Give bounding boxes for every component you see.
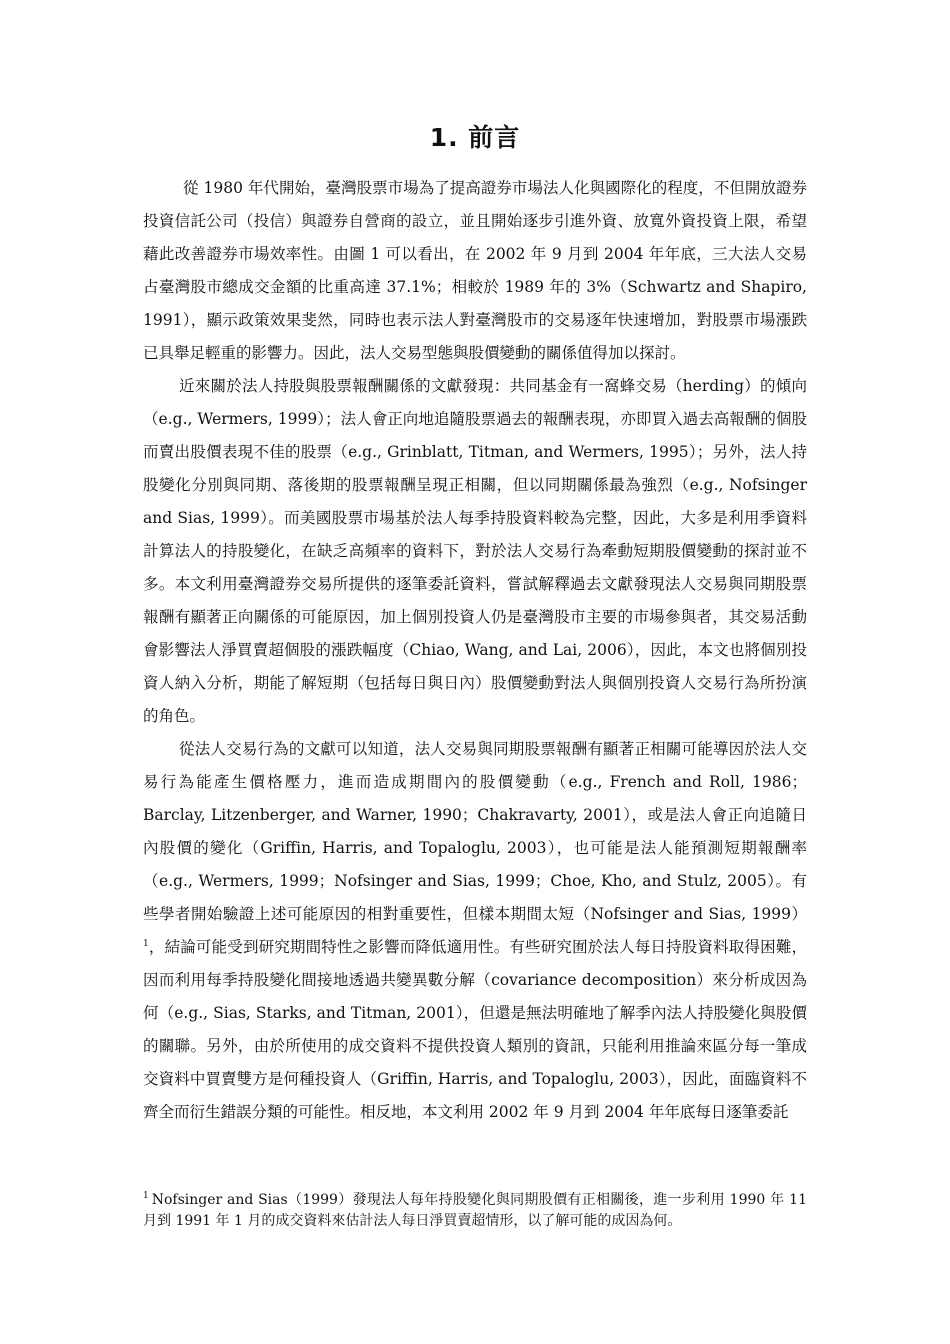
- body-text: [143, 172, 807, 1129]
- paragraph-2: 近來關於法人持股與股票報酬關係的文獻發現：共同基金有一窩蜂交易（herding）的傾向（e.g., Wermers, 1999）；法人會正向地追隨股票過去的報酬表現，亦即買入過去高報酬的個股而賣出股價表現不佳的股票（e.g., Grinblatt, Titman, and Wermers, 1995）；另外，法人持股變化分別與同期、落後期的股票報酬呈現正相關，但以同期關係最為強烈（e.g., Nofsinger and Sias, 1999）。而美國股票市場基於法人每季持股資料較為完整，因此，大多是利用季資料計算法人的持股變化，在缺乏高頻率的資料下，對於法人交易行為牽動短期股價變動的探討並不多。本文利用臺灣證券交易所提供的逐筆委託資料，嘗試解釋過去文獻發現法人交易與同期股票報酬有顯著正向關係的可能原因，加上個別投資人仍是臺灣股市主要的市場參與者，其交易活動會影響法人淨買賣超個股的漲跌幅度（Chiao, Wang, and Lai, 2006），因此，本文也將個別投資人納入分析，期能了解短期（包括每日與日內）股價變動對法人與個別投資人交易行為所扮演的角色。: [143, 377, 807, 725]
- paragraph-1: 從 1980 年代開始，臺灣股票市場為了提高證券市場法人化與國際化的程度，不但開放證券投資信託公司（投信）與證券自營商的設立，並且開始逐步引進外資、放寬外資投資上限，希望藉此改善證券市場效率性。由圖 1 可以看出，在 2002 年 9 月到 2004 年年底，三大法人交易占臺灣股市總成交金額的比重高達 37.1%；相較於 1989 年的 3%（Schwartz and Shapiro, 1991），顯示政策效果斐然，同時也表示法人對臺灣股市的交易逐年快速增加，對股票市場漲跌已具舉足輕重的影響力。因此，法人交易型態與股價變動的關係值得加以探討。: [143, 179, 807, 362]
- footnote-mark: 1: [143, 1191, 149, 1202]
- section-title: 1. 前言: [429, 123, 521, 152]
- footnote-reference[interactable]: 1: [143, 938, 149, 949]
- footnote: [143, 1190, 807, 1232]
- paragraph-3: [143, 733, 807, 1129]
- paragraph-3-text-before-ref: 從法人交易行為的文獻可以知道，法人交易與同期股票報酬有顯著正相關可能導因於法人交易行為能產生價格壓力，進而造成期間內的股價變動（e.g., French and Roll, 1986；Barclay, Litzenberger, and Warner, 1990；Chakravarty, 2001），或是法人會正向追隨日內股價的變化（Griffin, Harris, and Topaloglu, 2003），也可能是法人能預測短期報酬率（e.g., Wermers, 1999；Nofsinger and Sias, 1999；Choe, Kho, and Stulz, 2005）。有些學者開始驗證上述可能原因的相對重要性，但樣本期間太短（Nofsinger and Sias, 1999）: [143, 740, 807, 923]
- paragraph-3-text-after-ref: ，結論可能受到研究期間特性之影響而降低適用性。有些研究囿於法人每日持股資料取得困難，因而利用每季持股變化間接地透過共變異數分解（covariance decomposition）來分析成因為何（e.g., Sias, Starks, and Titman, 2001），但還是無法明確地了解季內法人持股變化與股價的關聯。另外，由於所使用的成交資料不提供投資人類別的資訊，只能利用推論來區分每一筆成交資料中買賣雙方是何種投資人（Griffin, Harris, and Topaloglu, 2003），因此，面臨資料不齊全而衍生錯誤分類的可能性。相反地，本文利用 2002 年 9 月到 2004 年年底每日逐筆委託: [143, 938, 807, 1121]
- footnote-text: Nofsinger and Sias（1999）發現法人每年持股變化與同期股價有正相關後，進一步利用 1990 年 11 月到 1991 年 1 月的成交資料來估計法人每日淨買賣超情形，以了解可能的成因為何。: [143, 1192, 807, 1229]
